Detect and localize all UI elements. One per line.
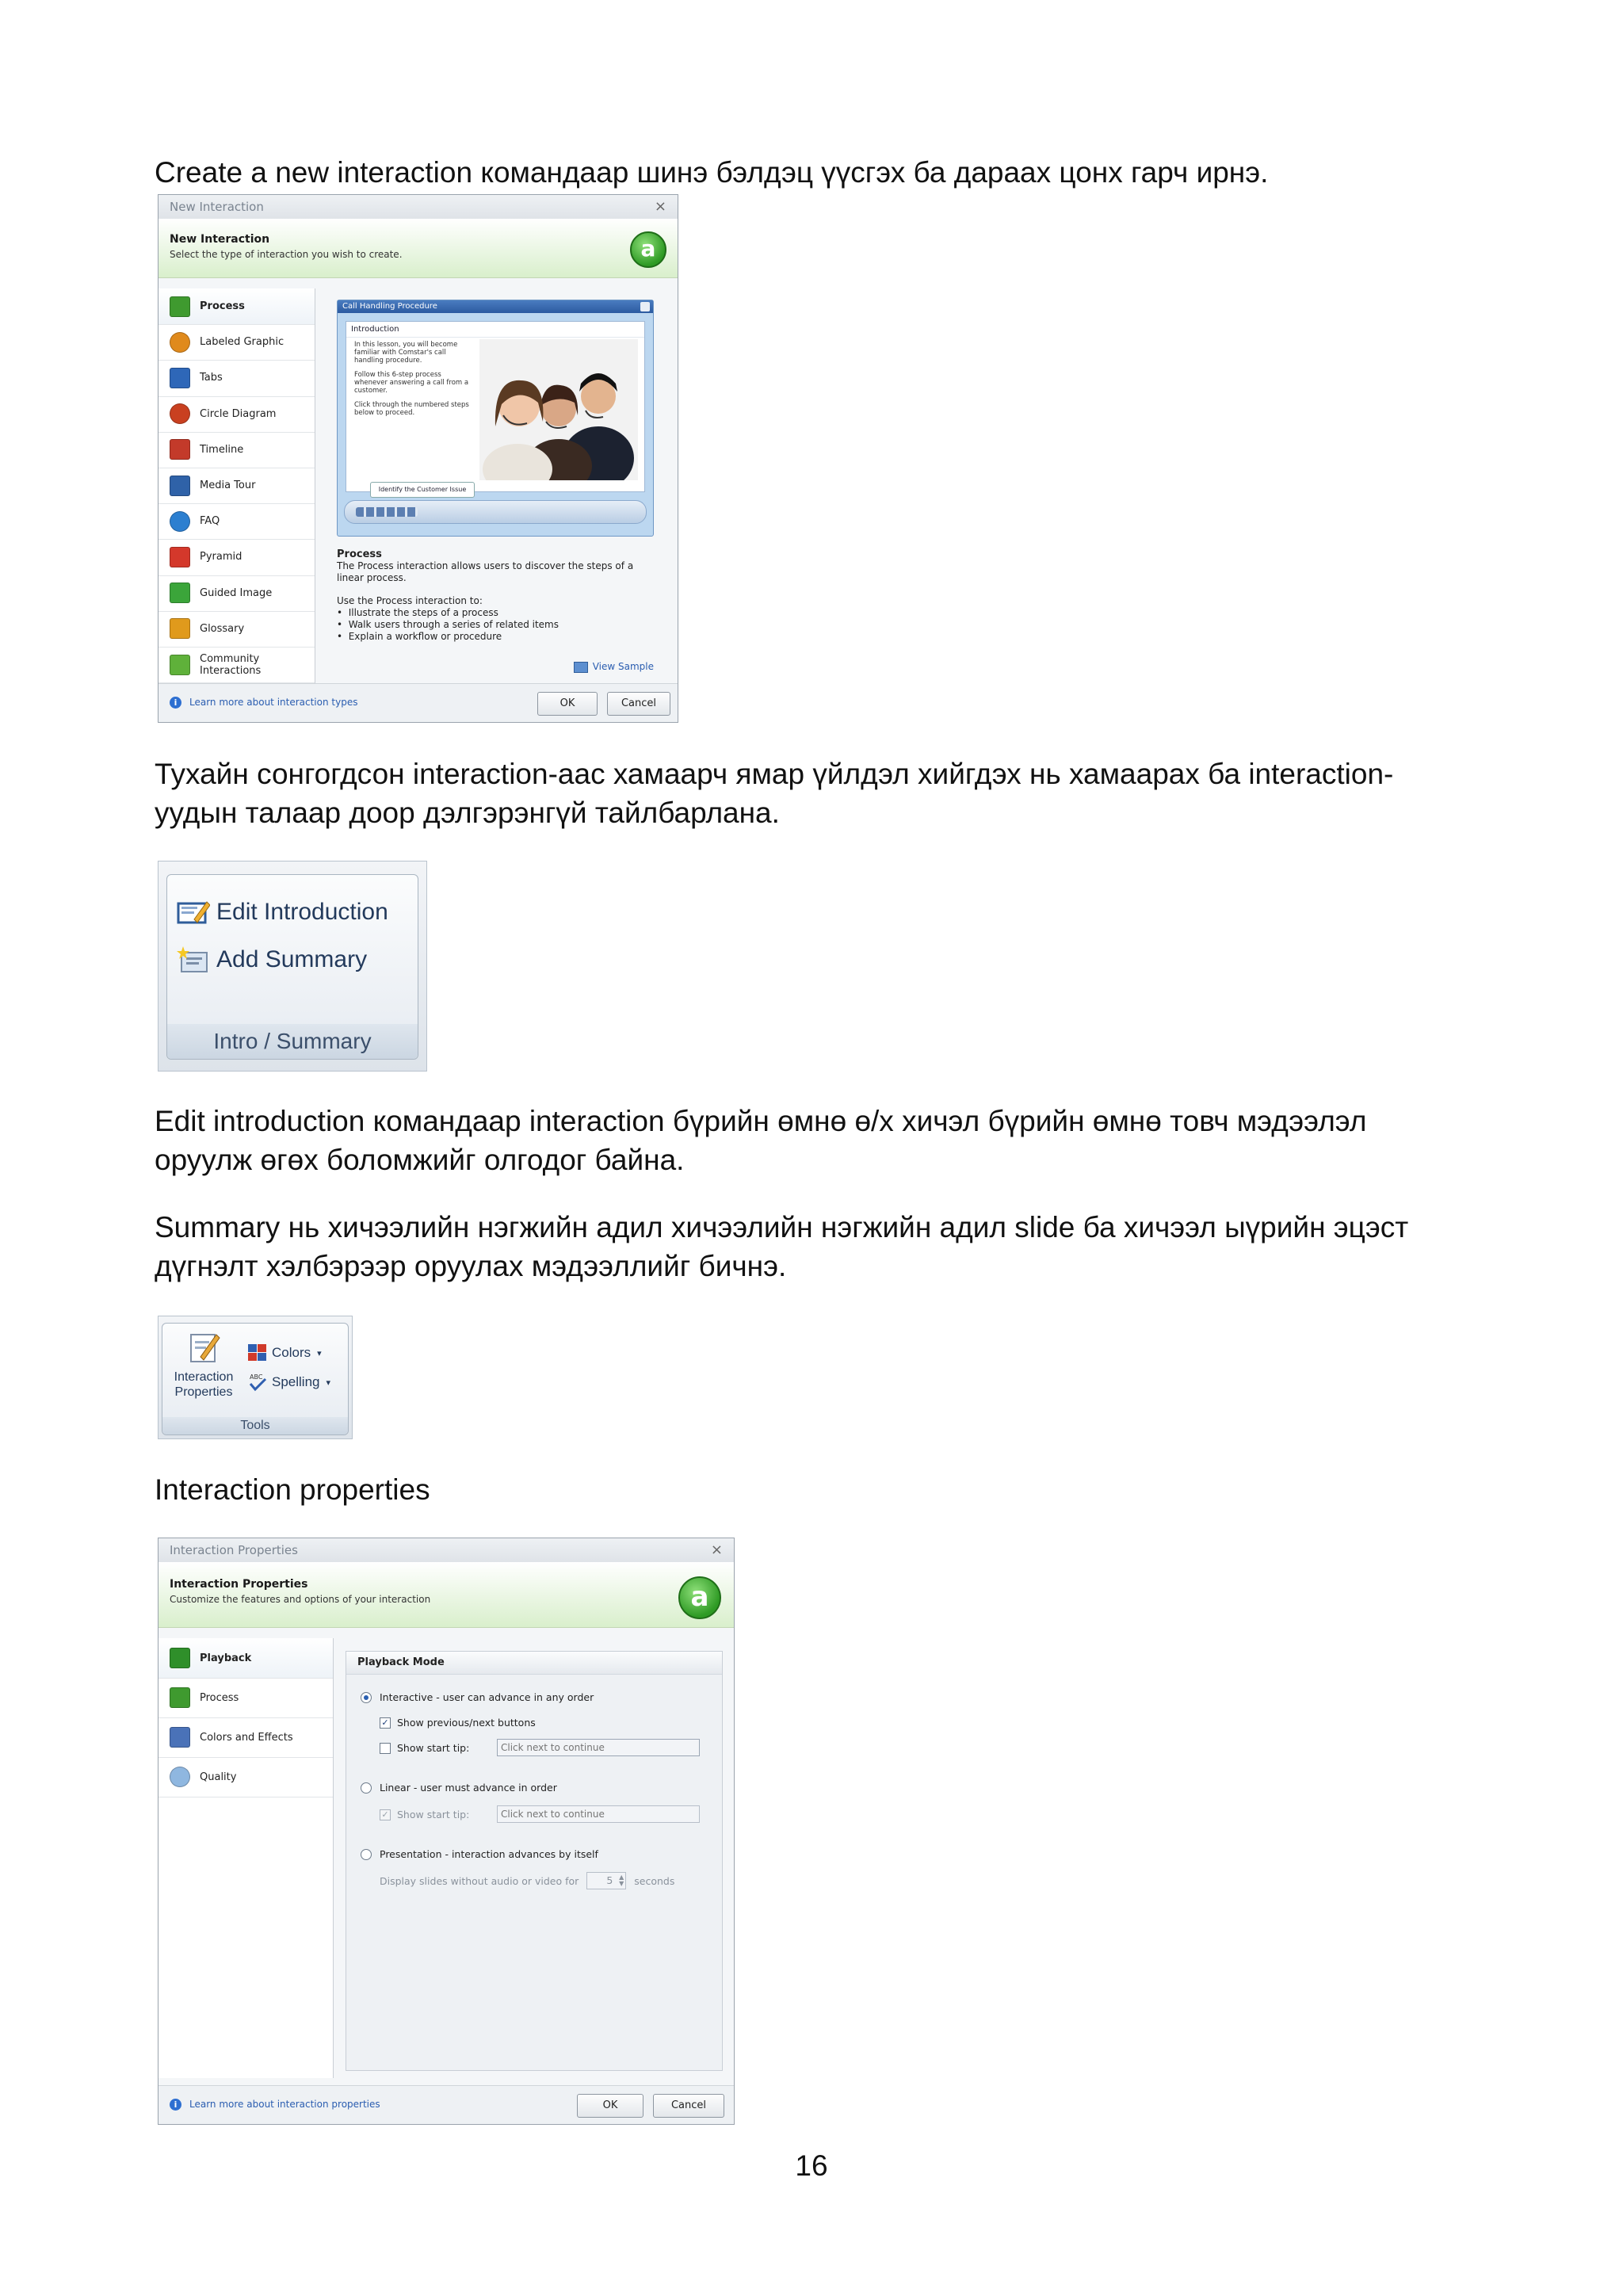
paragraph-line: уудын талаар доор дэлгэрэнгүй тайлбарлана. xyxy=(155,797,780,829)
spelling-check-icon xyxy=(248,1373,267,1392)
glossary-icon xyxy=(170,618,190,639)
dialog-header xyxy=(158,1562,734,1628)
description-text: The Process interaction allows users to discover the steps of a linear process. xyxy=(337,560,634,583)
paragraph-interaction-note xyxy=(155,755,1462,832)
preview-titlebar xyxy=(338,300,653,313)
nav-item-tabs[interactable] xyxy=(158,360,315,396)
dialog-header-title: Interaction Properties xyxy=(170,1578,308,1591)
guided-image-icon xyxy=(170,583,190,603)
colors-effects-icon xyxy=(170,1727,190,1748)
cancel-button[interactable]: Cancel xyxy=(653,2094,724,2118)
description-bullet: • Illustrate the steps of a process xyxy=(337,607,498,618)
ok-button[interactable]: OK xyxy=(537,692,598,716)
call-center-photo xyxy=(479,339,638,480)
show-prev-next-option[interactable] xyxy=(380,1717,536,1729)
nav-item-label: Labeled Graphic xyxy=(200,336,285,349)
nav-item-label: Glossary xyxy=(200,622,245,635)
preview-text-2: Follow this 6-step process whenever answering a call from a customer. xyxy=(354,371,469,395)
nav-item-circle-diagram[interactable] xyxy=(158,396,315,433)
interactive-radio[interactable] xyxy=(361,1692,372,1703)
display-slides-label: Display slides without audio or video for xyxy=(380,1874,579,1887)
interaction-properties-label: Interaction Properties xyxy=(174,1370,234,1399)
community-icon xyxy=(170,655,190,675)
playback-mode-title: Playback Mode xyxy=(346,1652,722,1675)
info-icon: i xyxy=(170,697,181,709)
view-sample-link[interactable] xyxy=(574,661,654,673)
dialog-header-subtitle: Customize the features and options of your interaction xyxy=(170,1594,431,1605)
add-summary-icon xyxy=(177,946,210,973)
paragraph-line: дүгнэлт хэлбэрээр оруулах мэдээллийг бичнэ. xyxy=(155,1250,787,1282)
ok-button[interactable]: OK xyxy=(577,2094,643,2118)
show-start-tip-checkbox[interactable] xyxy=(380,1743,391,1754)
linear-label: Linear - user must advance in order xyxy=(380,1782,557,1794)
preview-tooltip: Identify the Customer Issue xyxy=(370,482,475,498)
preview-text-3: Click through the numbered steps below to proceed. xyxy=(354,401,469,417)
add-summary-button[interactable] xyxy=(177,946,367,973)
tools-group xyxy=(162,1323,349,1435)
description-bullet: • Walk users through a series of related items xyxy=(337,619,559,630)
intro-summary-group xyxy=(166,874,418,1060)
presentation-radio[interactable] xyxy=(361,1849,372,1860)
nav-item-label: Process xyxy=(200,1691,239,1704)
learn-more-label: Learn more about interaction types xyxy=(189,697,358,708)
preview-step-buttons xyxy=(356,507,418,517)
nav-item-playback[interactable] xyxy=(158,1638,333,1679)
nav-item-timeline[interactable] xyxy=(158,432,315,468)
interaction-description xyxy=(337,548,654,643)
timeline-icon xyxy=(170,439,190,460)
paragraph-summary xyxy=(155,1208,1462,1286)
faq-icon xyxy=(170,511,190,532)
preview-pane xyxy=(346,321,645,492)
colors-button[interactable] xyxy=(248,1344,322,1362)
edit-introduction-icon xyxy=(177,899,210,926)
interaction-properties-dialog xyxy=(158,1538,735,2125)
spelling-button[interactable] xyxy=(248,1373,330,1392)
bullet-text: Illustrate the steps of a process xyxy=(348,607,498,618)
view-sample-label: View Sample xyxy=(592,661,654,672)
tabs-icon xyxy=(170,368,190,388)
dialog-footer xyxy=(158,683,678,722)
presentation-label: Presentation - interaction advances by itself xyxy=(380,1848,598,1860)
bullet-text: Explain a workflow or procedure xyxy=(348,631,502,642)
dialog-footer xyxy=(158,2085,734,2124)
edit-introduction-label: Edit Introduction xyxy=(216,899,388,925)
nav-item-label: Colors and Effects xyxy=(200,1731,293,1744)
dialog-titlebar xyxy=(158,195,678,219)
close-icon[interactable]: × xyxy=(710,1541,723,1558)
show-start-tip-label-disabled: Show start tip: xyxy=(397,1809,470,1820)
preview-text-1: In this lesson, you will become familiar with Comstar's call handling procedure. xyxy=(354,341,458,365)
nav-item-label: Tabs xyxy=(200,372,223,384)
interactive-option[interactable] xyxy=(361,1691,594,1703)
paragraph-line: Summary нь хичээлийн нэгжийн адил хичээлийн нэгжийн адил slide ба хичээл ыүрийн эцэст xyxy=(155,1211,1409,1244)
nav-item-community-interactions[interactable] xyxy=(158,647,315,683)
description-title: Process xyxy=(337,548,382,560)
intro-summary-group-label: Intro / Summary xyxy=(167,1024,418,1059)
nav-item-process[interactable] xyxy=(158,1678,333,1718)
interactive-label: Interactive - user can advance in any order xyxy=(380,1691,594,1703)
app-logo-icon: a xyxy=(630,231,666,268)
dialog-header xyxy=(158,219,678,278)
tools-group-label: Tools xyxy=(162,1417,348,1435)
paragraph-line: Edit introduction командаар interaction бүрийн өмнө ө/х хичэл бүрийн өмнө товч мэдээлэл xyxy=(155,1105,1367,1137)
playback-mode-panel xyxy=(346,1651,723,2071)
dialog-window-title: Interaction Properties xyxy=(170,1543,298,1557)
paragraph-edit-introduction xyxy=(155,1102,1462,1179)
nav-item-quality[interactable] xyxy=(158,1757,333,1797)
learn-more-link[interactable] xyxy=(170,2099,380,2111)
nav-item-label: Pyramid xyxy=(200,551,242,563)
svg-text:ABC: ABC xyxy=(250,1373,263,1381)
paragraph-interaction-properties: Interaction properties xyxy=(155,1473,430,1506)
nav-item-label: Quality xyxy=(200,1771,237,1783)
preview-pane-title: Introduction xyxy=(346,322,644,338)
nav-item-label: Community Interactions xyxy=(200,652,262,677)
new-interaction-dialog xyxy=(158,194,678,723)
nav-item-label: Guided Image xyxy=(200,586,273,599)
start-tip-input-disabled xyxy=(497,1805,700,1823)
seconds-stepper xyxy=(586,1872,626,1889)
playback-icon xyxy=(170,1648,190,1668)
description-use-intro: Use the Process interaction to: xyxy=(337,595,483,606)
spelling-label: Spelling xyxy=(272,1374,320,1389)
intro-summary-ribbon xyxy=(158,861,427,1072)
nav-item-label: Media Tour xyxy=(200,479,256,492)
nav-item-label: Process xyxy=(200,300,245,313)
nav-item-media-tour[interactable] xyxy=(158,468,315,504)
nav-item-faq[interactable] xyxy=(158,503,315,540)
circle-diagram-icon xyxy=(170,403,190,424)
interaction-properties-button[interactable] xyxy=(166,1330,242,1400)
colors-label: Colors xyxy=(272,1345,311,1360)
add-summary-label: Add Summary xyxy=(216,946,368,972)
show-prev-next-checkbox[interactable]: ✓ xyxy=(380,1717,391,1729)
linear-radio[interactable] xyxy=(361,1782,372,1794)
colors-icon xyxy=(248,1344,267,1362)
process-icon xyxy=(170,296,190,317)
learn-more-label: Learn more about interaction properties xyxy=(189,2099,380,2110)
dialog-header-subtitle: Select the type of interaction you wish to create. xyxy=(170,249,403,260)
properties-category-list xyxy=(158,1638,334,2078)
linear-option[interactable] xyxy=(361,1782,557,1794)
dialog-window-title: New Interaction xyxy=(170,200,264,214)
preview-text xyxy=(354,341,472,417)
description-bullet: • Explain a workflow or procedure xyxy=(337,631,502,642)
display-slides-row xyxy=(380,1872,674,1889)
nav-item-glossary[interactable] xyxy=(158,611,315,648)
quality-icon xyxy=(170,1767,190,1787)
nav-item-colors-and-effects[interactable] xyxy=(158,1717,333,1758)
dialog-titlebar xyxy=(158,1538,734,1562)
start-tip-input[interactable] xyxy=(497,1739,700,1756)
dialog-header-title: New Interaction xyxy=(170,233,270,246)
preview-step-bar xyxy=(344,500,647,524)
nav-item-guided-image[interactable] xyxy=(158,575,315,612)
nav-item-label: Circle Diagram xyxy=(200,407,277,420)
interaction-properties-icon xyxy=(186,1330,221,1365)
spelling-dropdown-icon: ▾ xyxy=(326,1377,331,1388)
app-logo-icon: a xyxy=(678,1576,721,1619)
nav-item-pyramid[interactable] xyxy=(158,539,315,575)
paragraph-line: Тухайн сонгогдсон interaction-аас хамаарч ямар үйлдэл хийгдэх нь хамаарах ба interaction- xyxy=(155,758,1394,790)
preview-window-title: Call Handling Procedure xyxy=(342,302,437,311)
preview-window xyxy=(337,300,654,537)
seconds-label: seconds xyxy=(634,1874,675,1887)
labeled-graphic-icon xyxy=(170,332,190,353)
paragraph-create-interaction: Create a new interaction командаар шинэ бэлдэц үүсгэх ба дараах цонх гарч ирнэ. xyxy=(155,156,1269,189)
interaction-type-list xyxy=(158,288,315,683)
show-start-tip-checkbox-disabled: ✓ xyxy=(380,1809,391,1820)
stepper-arrows-icon: ▲ ▼ xyxy=(619,1874,624,1887)
nav-item-process[interactable] xyxy=(158,288,315,325)
view-sample-icon xyxy=(574,662,588,673)
nav-item-label: Playback xyxy=(200,1652,252,1664)
preview-close-icon xyxy=(640,302,650,311)
cancel-button[interactable]: Cancel xyxy=(607,692,670,716)
close-icon[interactable]: × xyxy=(654,198,666,215)
media-tour-icon xyxy=(170,476,190,496)
show-start-tip-option[interactable] xyxy=(380,1742,469,1754)
show-start-tip-option-disabled xyxy=(380,1809,469,1820)
edit-introduction-button[interactable] xyxy=(177,899,388,926)
show-prev-next-label: Show previous/next buttons xyxy=(397,1717,536,1729)
bullet-text: Walk users through a series of related items xyxy=(348,619,559,630)
info-icon: i xyxy=(170,2099,181,2111)
paragraph-line: оруулж өгөх боломжийг олгодог байна. xyxy=(155,1144,685,1176)
nav-item-labeled-graphic[interactable] xyxy=(158,324,315,361)
page-number: 16 xyxy=(795,2149,828,2182)
colors-dropdown-icon: ▾ xyxy=(317,1348,322,1358)
learn-more-link[interactable] xyxy=(170,697,357,709)
pyramid-icon xyxy=(170,547,190,567)
tools-ribbon xyxy=(158,1316,353,1439)
presentation-option[interactable] xyxy=(361,1848,598,1860)
show-start-tip-label: Show start tip: xyxy=(397,1742,470,1754)
nav-item-label: FAQ xyxy=(200,515,220,528)
nav-item-label: Timeline xyxy=(200,443,244,456)
seconds-value: 5 xyxy=(606,1874,613,1886)
process-icon xyxy=(170,1687,190,1708)
